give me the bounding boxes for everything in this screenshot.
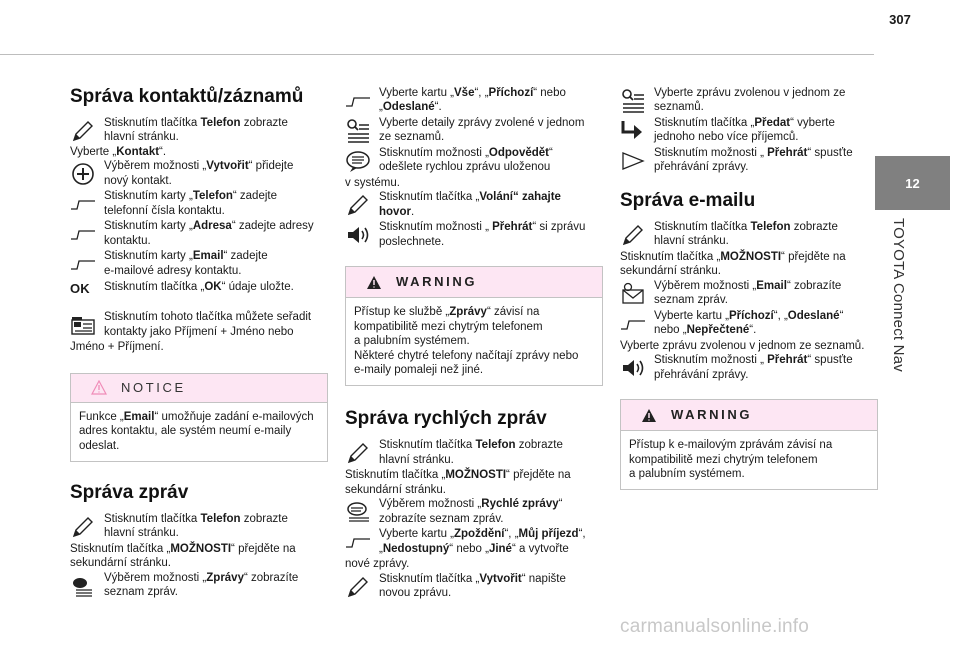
notice-header (71, 374, 327, 402)
pencil-icon (70, 116, 104, 146)
step-text: Stisknutím tlačítka Telefon zobrazte hlavní stránku. (654, 221, 838, 248)
step-row (70, 280, 328, 298)
step-row (345, 220, 603, 250)
tab-icon (70, 219, 104, 249)
step-text: Vyberte kartu „Vše“, „Příchozí“ nebo „Odeslané“. (379, 87, 566, 114)
plain-text: sekundární stránku. (620, 265, 722, 278)
tab-icon (345, 527, 379, 557)
step-row (345, 116, 603, 146)
details-icon (620, 86, 654, 116)
step-text: Stisknutím karty „Email“ zadejte e-mailové adresy kontaktu. (104, 250, 268, 277)
step-text: Stisknutím možnosti „Odpovědět“ odešlete rychlou zprávu uloženou (379, 147, 553, 174)
step-row (620, 220, 878, 250)
play-icon (620, 146, 654, 176)
plain-text: Vyberte zprávu zvolenou v jednom ze seznamů. (620, 339, 865, 352)
step-row (345, 190, 603, 220)
step-text: Stisknutím tlačítka „Předat“ vyberte jednoho nebo více příjemců. (654, 117, 835, 144)
plain-text: Jméno + Příjmení. (70, 341, 164, 354)
step-row (345, 572, 603, 602)
step-row (620, 116, 878, 146)
sort-icon (70, 310, 104, 340)
warning-body: Přístup ke službě „Zprávy“ závisí na kompatibilitě mezi chytrým telefonem a palubním systémem. Některé chytré telefony načítají zprávy nebo e-maily pomaleji než jiné. (346, 297, 602, 385)
step-text: Stisknutím karty „Adresa“ zadejte adresy kontaktu. (104, 220, 314, 247)
step-text: Stisknutím tlačítka Telefon zobrazte hlavní stránku. (104, 117, 288, 144)
plain-text: Vyberte „Kontakt“. (70, 146, 167, 158)
plain-text: Stisknutím tlačítka „MOŽNOSTI“ přejděte na (345, 469, 571, 482)
reply-icon (345, 146, 379, 176)
top-divider (0, 54, 874, 55)
heading-messages: Správa zpráv (70, 482, 189, 504)
step-text: Stisknutím tlačítka Telefon zobrazte hlavní stránku. (379, 439, 563, 466)
step-row (620, 146, 878, 176)
step-text: Vyberte zprávu zvolenou v jednom ze seznamů. (654, 87, 846, 114)
forward-icon (620, 116, 654, 146)
step-row (70, 159, 328, 189)
step-text: Stisknutím možnosti „ Přehrát“ spusťte přehrávání zprávy. (654, 354, 853, 381)
step-text: Vyberte kartu „Příchozí“, „Odeslané“ nebo „Nepřečtené“. (654, 309, 844, 337)
pencil-icon (345, 190, 379, 220)
tab-icon (620, 309, 654, 339)
chapter-number: 12 (905, 175, 920, 191)
warning-box (620, 399, 878, 490)
plain-text: v systému. (345, 177, 400, 189)
step-row (345, 146, 603, 176)
heading-contacts: Správa kontaktů/záznamů (70, 86, 304, 107)
step-row (70, 571, 328, 601)
step-text: Výběrem možnosti „Rychlé zprávy“ zobrazíte seznam zpráv. (379, 498, 563, 525)
pencil-icon (620, 220, 654, 250)
step-row (345, 86, 603, 116)
step-text: Stisknutím karty „Telefon“ zadejte telefonní čísla kontaktu. (104, 190, 277, 217)
pencil-icon (345, 572, 379, 602)
pencil-icon (70, 512, 104, 542)
mail-icon (620, 279, 654, 309)
column-3 (620, 86, 878, 504)
step-text: Vyberte detaily zprávy zvolené v jednom ze seznamů. (379, 117, 585, 144)
speaker-icon (620, 353, 654, 383)
warning-icon (366, 275, 382, 290)
step-row (620, 86, 878, 116)
warning-header (621, 400, 877, 430)
step-text: Stisknutím možnosti „ Přehrát“ spusťte přehrávání zprávy. (654, 147, 853, 174)
plain-text: sekundární stránku. (345, 483, 447, 496)
step-text: Stisknutím tlačítka „Vytvořit“ napište novou zprávu. (379, 572, 566, 600)
quick-message-icon (345, 497, 379, 527)
warning-icon (91, 380, 107, 395)
plain-text: Stisknutím tlačítka „MOŽNOSTI“ přejděte na (620, 251, 846, 263)
chapter-tab[interactable] (875, 156, 950, 210)
speaker-icon (345, 220, 379, 250)
step-text: Stisknutím tohoto tlačítka můžete seřadit kontakty jako Příjmení + Jméno nebo (104, 311, 312, 338)
page-number: 307 (889, 12, 911, 27)
step-row (70, 512, 328, 542)
step-text: Výběrem možnosti „Zprávy“ zobrazíte seznam zpráv. (104, 571, 299, 599)
warning-icon (641, 408, 657, 423)
ok-text-icon: OK (70, 281, 90, 297)
step-row (345, 497, 603, 527)
side-strip (875, 210, 950, 649)
plain-text: sekundární stránku. (70, 557, 172, 570)
column-2 (345, 86, 603, 602)
plain-text: Stisknutím tlačítka „MOŽNOSTI“ přejděte na (70, 543, 296, 556)
warning-header (346, 267, 602, 297)
plain-text: nové zprávy. (345, 558, 410, 571)
warning-body: Přístup k e-mailovým zprávám závisí na kompatibilitě mezi chytrým telefonem a palubním systémem. (621, 430, 877, 489)
step-text: Stisknutím tlačítka Telefon zobrazte hlavní stránku. (104, 513, 288, 540)
step-text: Stisknutím možnosti „ Přehrát“ si zprávu poslechnete. (379, 221, 586, 248)
notice-title: NOTICE (121, 379, 186, 395)
warning-title: WARNING (396, 274, 478, 290)
step-text: Výběrem možnosti „Email“ zobrazíte seznam zpráv. (654, 279, 842, 307)
watermark: carmanualsonline.info (620, 616, 810, 637)
tab-icon (345, 86, 379, 116)
step-row (345, 527, 603, 557)
chapter-title: TOYOTA Connect Nav (890, 218, 907, 372)
column-1 (70, 80, 328, 601)
step-text: Stisknutím tlačítka „Volání“ zahajte hovor. (379, 191, 561, 218)
tab-icon (70, 189, 104, 219)
step-row (345, 438, 603, 468)
plus-circle-icon (70, 159, 104, 189)
step-row (70, 189, 328, 219)
step-row (70, 116, 328, 146)
heading-email: Správa e-mailu (620, 190, 756, 211)
step-text: Vyberte kartu „Zpoždění“, „Můj příjezd“, „Nedostupný“ nebo „Jiné“ a vytvořte (379, 528, 586, 555)
step-row (620, 309, 878, 339)
message-bubble-icon (70, 571, 104, 601)
step-text: Výběrem možnosti „Vytvořit“ přidejte nový kontakt. (104, 160, 294, 187)
pencil-icon (345, 438, 379, 468)
heading-quick-messages: Správa rychlých zpráv (345, 408, 547, 430)
step-row (70, 219, 328, 249)
tab-icon (70, 249, 104, 279)
details-icon (345, 116, 379, 146)
step-text: Stisknutím tlačítka „OK“ údaje uložte. (104, 281, 294, 294)
warning-title: WARNING (671, 407, 753, 423)
notice-box (70, 373, 328, 462)
step-row (70, 310, 328, 340)
warning-box (345, 266, 603, 386)
step-row (70, 249, 328, 279)
step-row (620, 353, 878, 383)
notice-body: Funkce „Email“ umožňuje zadání e-mailových adres kontaktu, ale systém neumí e-maily odeslat. (71, 402, 327, 461)
step-row (620, 279, 878, 309)
